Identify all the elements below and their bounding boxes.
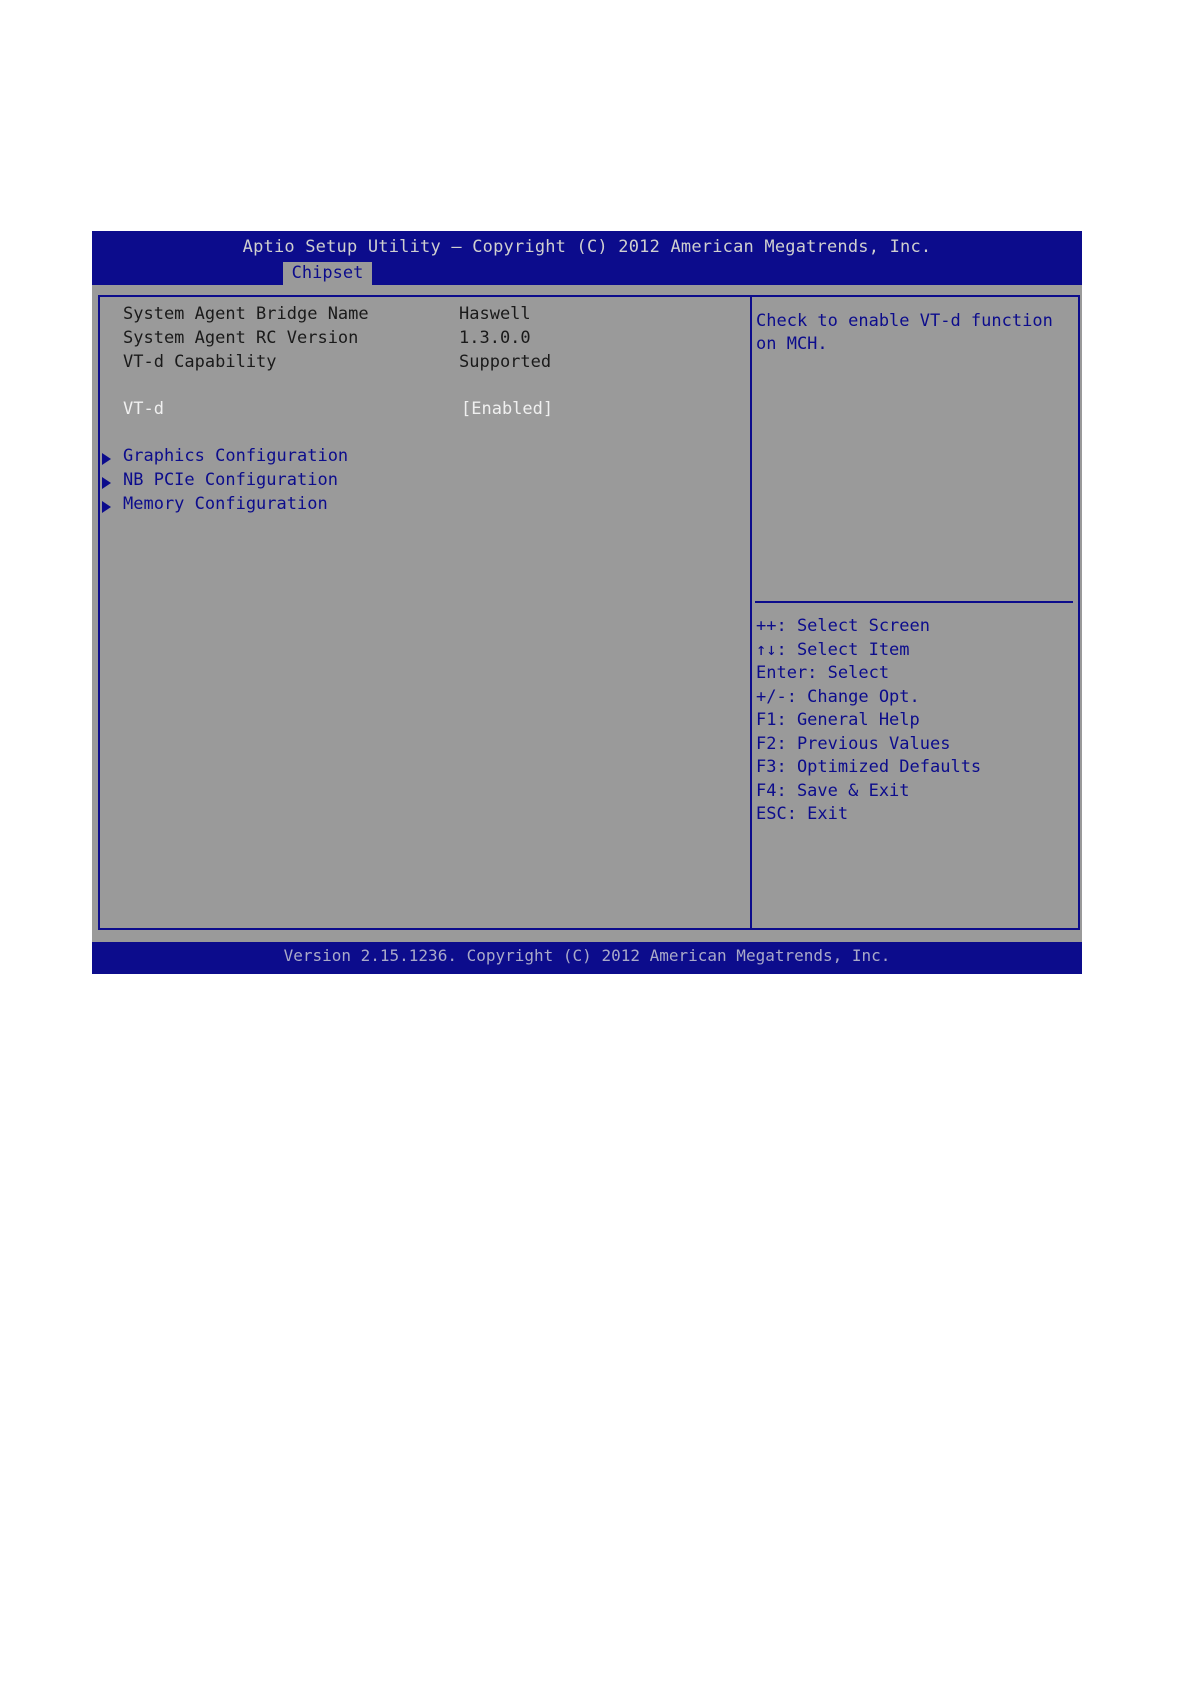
info-value-bridge-name: Haswell (459, 304, 531, 324)
header-bar (92, 231, 1082, 285)
key-optimized-defaults: F3: Optimized Defaults (756, 757, 982, 777)
main-panel (98, 295, 752, 930)
key-esc-exit: ESC: Exit (756, 804, 849, 824)
key-change-opt: +/-: Change Opt. (756, 686, 920, 707)
submenu-arrow-icon (102, 453, 111, 465)
key-legend (756, 615, 981, 827)
key-save-exit: F4: Save & Exit (756, 780, 910, 801)
help-panel (750, 295, 1080, 930)
header-title: Aptio Setup Utility – Copyright (C) 2012 American Megatrends, Inc. (242, 237, 932, 257)
bios-setup-screen (92, 231, 1082, 974)
key-general-help: F1: General Help (756, 710, 920, 730)
info-value-rc-version: 1.3.0.0 (459, 328, 531, 348)
key-previous-values: F2: Previous Values (756, 733, 951, 754)
submenu-nb-pcie-configuration[interactable]: NB PCIe Configuration (123, 470, 338, 490)
key-select-item: ↑↓: Select Item (756, 639, 910, 660)
info-label-vtd-capability: VT-d Capability (123, 352, 277, 372)
vtd-setting-label[interactable]: VT-d (123, 399, 164, 419)
submenu-arrow-icon (102, 501, 111, 513)
submenu-graphics-configuration[interactable]: Graphics Configuration (123, 446, 349, 466)
submenu-arrow-icon (102, 477, 111, 489)
info-value-vtd-capability: Supported (459, 352, 552, 372)
submenu-memory-configuration[interactable]: Memory Configuration (123, 494, 328, 514)
info-label-rc-version: System Agent RC Version (123, 328, 359, 348)
info-label-bridge-name: System Agent Bridge Name (123, 304, 369, 324)
vtd-setting-value[interactable]: [Enabled] (461, 399, 554, 419)
footer-bar (92, 942, 1082, 974)
key-select-screen: ++: Select Screen (756, 616, 930, 636)
help-text: Check to enable VT-d function on MCH. (756, 311, 1053, 354)
help-divider (755, 601, 1073, 603)
key-enter-select: Enter: Select (756, 663, 890, 683)
footer-version-text: Version 2.15.1236. Copyright (C) 2012 American Megatrends, Inc. (283, 946, 891, 965)
tab-chipset[interactable]: Chipset (283, 262, 372, 285)
